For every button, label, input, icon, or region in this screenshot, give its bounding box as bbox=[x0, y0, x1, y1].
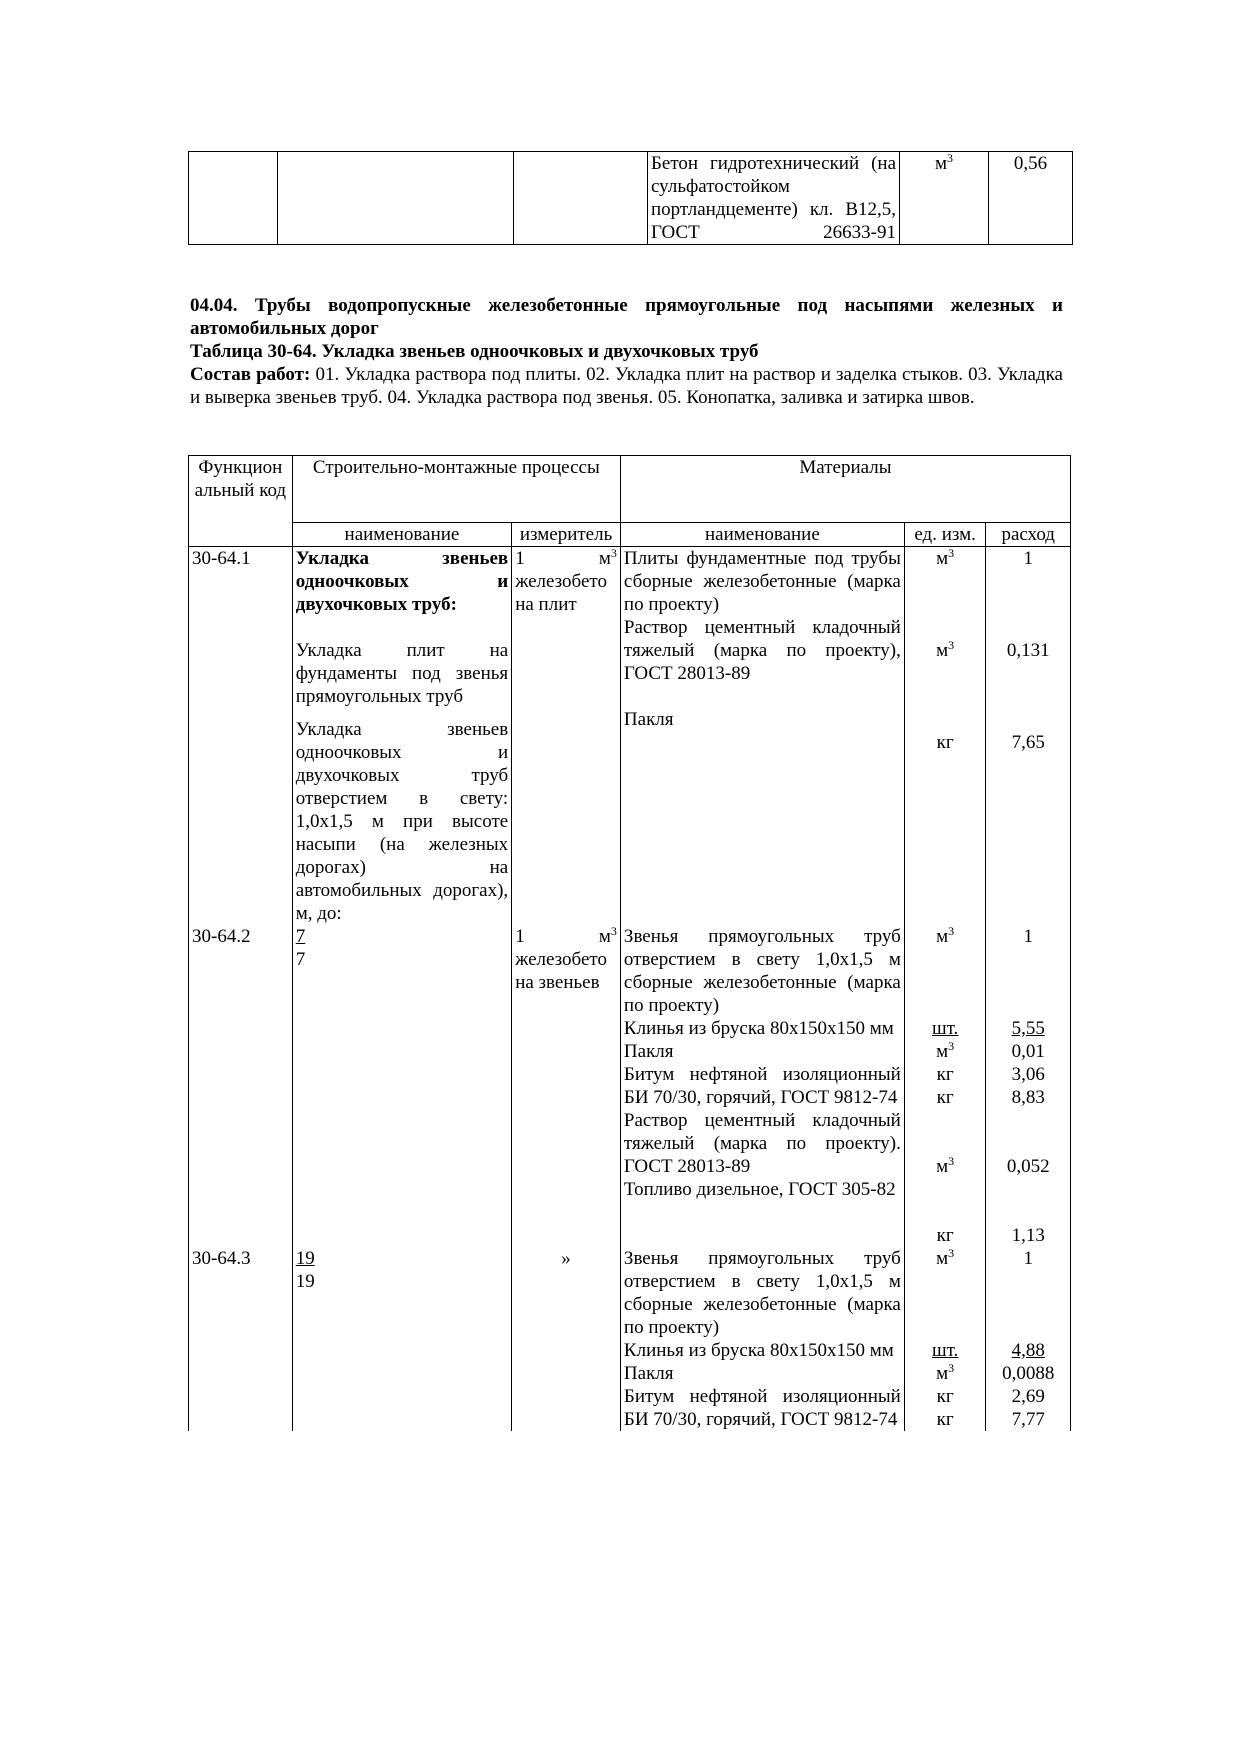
rate-2a: 4,88 bbox=[1011, 1340, 1045, 1361]
spacer bbox=[296, 708, 508, 718]
spacer bbox=[296, 616, 508, 639]
material-2: Клинья из бруска 80х150х150 мм bbox=[623, 1340, 894, 1361]
unit-6: кг bbox=[936, 1225, 954, 1246]
rate-3: 3,06 bbox=[1011, 1064, 1045, 1085]
rate-5: 0,052 bbox=[1006, 1156, 1050, 1177]
unit-cell bbox=[904, 547, 986, 926]
measure-a bbox=[515, 547, 617, 570]
empty-cell bbox=[278, 152, 514, 245]
rate-1: 1 bbox=[1023, 548, 1033, 569]
rate-2b: 0,0088 bbox=[1002, 1363, 1055, 1384]
rate-3: 7,65 bbox=[1011, 732, 1045, 753]
measure-cell bbox=[512, 547, 621, 926]
unit-5: $м^3$ bbox=[936, 1154, 955, 1177]
unit-text: м bbox=[936, 1363, 949, 1384]
process-cell bbox=[292, 925, 511, 1247]
measure-text: 1 м bbox=[515, 926, 611, 947]
section-title: 04.04. Трубы водопропускные железобетонные прямоугольные под насыпями железных и автомобильных дорог bbox=[190, 295, 1063, 339]
work-text: 01. Укладка раствора под плиты. 02. Укладка плит на раствор и заделка стыков. 03. Укладка и выверка звеньев труб. 04. Укладка раствора под звенья. 05. Конопатка, заливка и затирка швов. bbox=[190, 364, 1063, 408]
materials-cell bbox=[620, 925, 904, 1247]
header-rate: расход bbox=[986, 523, 1071, 547]
header-processes: Строительно-монтажные процессы bbox=[292, 456, 620, 523]
material-2: Клинья из бруска 80х150х150 мм bbox=[623, 1018, 894, 1039]
empty-cell bbox=[514, 152, 648, 245]
header-unit: ед. изм. bbox=[904, 523, 986, 547]
measure-sup: 3 bbox=[610, 924, 617, 938]
rate-4: 7,77 bbox=[1011, 1409, 1045, 1430]
section-heading bbox=[190, 294, 1063, 409]
unit-cell bbox=[904, 925, 986, 1247]
unit-3: кг bbox=[936, 1064, 954, 1085]
measure-sup: 3 bbox=[610, 546, 617, 560]
header-name: наименование bbox=[292, 523, 511, 547]
table-row bbox=[189, 152, 1073, 245]
materials-cell bbox=[620, 547, 904, 926]
height-numerator: 7 bbox=[295, 926, 306, 947]
table-title: Таблица 30-64. Укладка звеньев одноочковых и двухочковых труб bbox=[190, 341, 759, 362]
measure-a bbox=[515, 925, 617, 948]
rate-cell bbox=[986, 547, 1071, 926]
unit-text: м bbox=[936, 640, 949, 661]
measure-cell bbox=[512, 925, 621, 1247]
header-func-code: Функцион альный код bbox=[189, 456, 293, 547]
table-row bbox=[189, 1247, 1071, 1431]
height-denominator: 7 bbox=[295, 949, 306, 970]
process-a: Укладка плит на фундаменты под звенья прямоугольных труб bbox=[295, 640, 509, 707]
header-measure: измеритель bbox=[512, 523, 621, 547]
header-row bbox=[189, 456, 1071, 523]
rate-1: 1 bbox=[1023, 926, 1033, 947]
materials-cell bbox=[620, 1247, 904, 1431]
rate-cell bbox=[986, 1247, 1071, 1431]
unit-1: $м^3$ bbox=[936, 1246, 955, 1269]
height-denominator: 19 bbox=[295, 1271, 315, 1292]
empty-cell bbox=[189, 152, 278, 245]
material-4: Битум нефтяной изоляционный БИ 70/30, горячий, ГОСТ 9812-74 bbox=[623, 1064, 901, 1108]
material-1: Плиты фундаментные под трубы сборные железобетонные (марка по проекту) bbox=[623, 548, 901, 615]
unit-1: $м^3$ bbox=[936, 924, 955, 947]
measure-b: железобето на плит bbox=[515, 571, 607, 615]
unit-2b: $м^3$ bbox=[936, 1361, 955, 1384]
norms-table bbox=[188, 455, 1071, 1431]
unit-cell bbox=[900, 152, 989, 245]
unit-text: м bbox=[936, 926, 949, 947]
unit-text: м bbox=[936, 548, 949, 569]
material-6: Топливо дизельное, ГОСТ 305-82 bbox=[623, 1179, 896, 1200]
code-cell: 30-64.2 bbox=[189, 925, 293, 1247]
header-materials: Материалы bbox=[620, 456, 1070, 523]
material-2: Раствор цементный кладочный тяжелый (марка по проекту), ГОСТ 28013-89 bbox=[623, 617, 901, 684]
rate-1: 1 bbox=[1023, 1248, 1033, 1269]
code-cell: 30-64.3 bbox=[189, 1247, 293, 1431]
work-label: Состав работ: bbox=[190, 364, 311, 385]
spacer bbox=[908, 570, 983, 593]
material-3: Пакля bbox=[623, 1041, 674, 1062]
rate-2a: 5,55 bbox=[1011, 1018, 1045, 1039]
unit-2: $м^3$ bbox=[936, 638, 955, 661]
unit-3: кг bbox=[936, 1386, 954, 1407]
rate-2b: 0,01 bbox=[1011, 1041, 1045, 1062]
unit-text: м bbox=[934, 153, 948, 174]
material-1: Звенья прямоугольных труб отверстием в свету 1,0х1,5 м сборные железобетонные (марка по проекту) bbox=[623, 926, 901, 1016]
unit-4: кг bbox=[936, 1087, 954, 1108]
unit-text: м bbox=[936, 1248, 949, 1269]
process-cell bbox=[292, 547, 511, 926]
unit-3: кг bbox=[936, 732, 954, 753]
unit-2a: шт. bbox=[931, 1018, 959, 1039]
unit-2b: $м^3$ bbox=[936, 1039, 955, 1062]
unit-text: м bbox=[936, 1041, 949, 1062]
table-row bbox=[189, 925, 1071, 1247]
unit-sup: 3 bbox=[947, 151, 954, 165]
material-4: Битум нефтяной изоляционный БИ 70/30, горячий, ГОСТ 9812-74 bbox=[623, 1386, 901, 1430]
material-name: Бетон гидротехнический (на сульфатостойком портландцементе) кл. В12,5, ГОСТ 26633-91 bbox=[648, 152, 900, 245]
table-row bbox=[189, 547, 1071, 926]
rate-3: 2,69 bbox=[1011, 1386, 1045, 1407]
height-numerator: 19 bbox=[295, 1248, 315, 1269]
unit-2a: шт. bbox=[931, 1340, 959, 1361]
rate-6: 1,13 bbox=[1011, 1225, 1045, 1246]
material-1: Звенья прямоугольных труб отверстием в свету 1,0х1,5 м сборные железобетонные (марка по проекту) bbox=[623, 1248, 901, 1338]
material-3: Пакля bbox=[623, 709, 674, 730]
unit-text: м bbox=[936, 1156, 949, 1177]
spacer bbox=[624, 685, 901, 708]
process-b: Укладка звеньев одноочковых и двухочковых труб отверстием в свету: 1,0х1,5 м при высоте насыпи (на железных дорогах) на автомобильных дорогах), м, до: bbox=[295, 719, 509, 924]
measure-text: 1 м bbox=[515, 548, 611, 569]
rate-cell: 0,56 bbox=[989, 152, 1073, 245]
unit-cell bbox=[904, 1247, 986, 1431]
rate-cell bbox=[986, 925, 1071, 1247]
top-continuation-table bbox=[188, 151, 1073, 245]
measure-cell: » bbox=[512, 1247, 621, 1431]
code-cell: 30-64.1 bbox=[189, 547, 293, 926]
header-mat-name: наименование bbox=[620, 523, 904, 547]
unit-4: кг bbox=[936, 1409, 954, 1430]
measure-b: железобето на звеньев bbox=[515, 949, 607, 993]
unit-1: $м^3$ bbox=[936, 546, 955, 569]
process-cell bbox=[292, 1247, 511, 1431]
work-composition bbox=[190, 363, 1063, 409]
process-title: Укладка звеньев одноочковых и двухочковых труб: bbox=[295, 548, 509, 615]
subheader-row bbox=[189, 523, 1071, 547]
rate-4: 8,83 bbox=[1011, 1087, 1045, 1108]
material-5: Раствор цементный кладочный тяжелый (марка по проекту). ГОСТ 28013-89 bbox=[623, 1110, 901, 1177]
material-3: Пакля bbox=[623, 1363, 674, 1384]
rate-2: 0,131 bbox=[1006, 640, 1050, 661]
